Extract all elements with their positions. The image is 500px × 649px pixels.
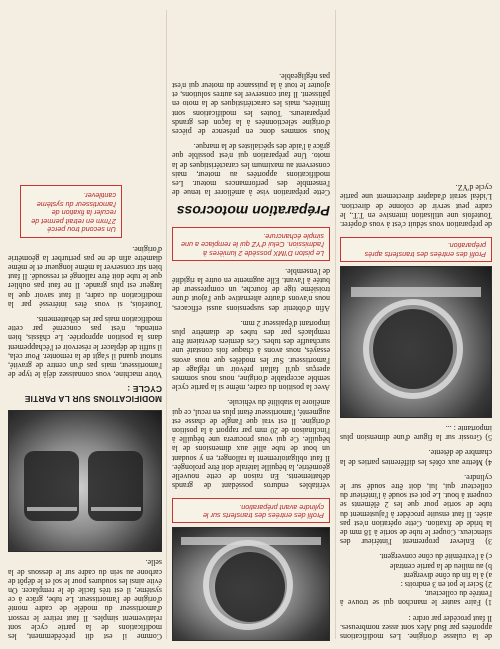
paragraph: de préparation vous séduit c'est à vous d'opérer. Toutefois une utilisation intensive en T.T., le cadre peut servir de colonne de direction. L'idéal serait d'adapter directement une partie cycle d'YZ. — [338, 183, 492, 229]
column-divider — [166, 10, 167, 639]
paragraph: 1) Faire sauter le manchon qui se trouve à l'entrée du collecteur, 2) Scier le pot en 3 endroits : a) à la fin du cône divergent b) au milieu de la partie centrale c) à l'extrémité du cône convergent. — [340, 552, 492, 608]
paragraph: Cette préparation vise à améliorer la tenue de l'ensemble des performances moteur. Les modifications apportées au moteur, mais conservent au maximum les caractéristiques de la moto. Une préparation qui n'est possible que grâce à l'aide des spécialistes de la marque. — [170, 142, 330, 198]
paragraph: Avec la position du cadre, même si la partie cycle semble acceptable d'origine, nous nous sommes aperçus qu'il fallait prévoir un réglage de l'amortisseur. Sur les modèles que nous avons essayés, nous avons à chaque fois constaté une surchauffe des tubes. Ces derniers devraient être remplacés par des tubes de diamètre plus important d'épaisseur 2 mm. — [170, 318, 330, 393]
paragraph: Comme il est dit précédemment, les modifications de la partie cycle sont relativement simples. Il faut retirer le ressort d'amortisseur du modèle de cadre monté d'origine de l'amortisseur. Le tube, grâce à ce système, il est très facile de le remplacer. On évite ainsi les soudures pour le sol et le dépôt de carbone au sein du cadre sur le dessous de la selle. — [6, 558, 162, 641]
section-heading: MODIFICATIONS SUR LA PARTIE CYCLE : — [24, 384, 162, 405]
paragraph: 4) Mettre aux côtés les différentes parties de la chambre de détente. — [338, 448, 492, 467]
paragraph: Afin d'obtenir des suspensions aussi efficaces, nous n'avons d'autre alternative que l'ajout d'une troisième tige de fourche, un compresseur de butée à l'avant. Elle augmente en outre la rigidité de l'ensemble. — [170, 266, 330, 313]
paragraph: 3) Enlever proprement l'intérieur des silencieux. Couper le tube de sortie à 18 mm de la bride de fixation. Cette opération n'est pas aisée. Il faut ensuite procéder à l'ajustement du tube de sortie pour que les 2 éléments se coupent à bout. Le pot est soudé à l'intérieur du collecteur qui, lui, doit être soudé sur le cylindre. — [338, 472, 492, 547]
paragraph: Nous sommes donc en présence de pièces d'origine sélectionnées à la façon des grands préparateurs. Toutes les modifications sont limitées, mais les caractéristiques de la moto en pâtissent. Il faut conserver les autres solutions, et ajouter le tout à la puissance du moteur qui n'est pas négligeable. — [170, 71, 330, 137]
photo-transfer-ports-before — [172, 527, 330, 641]
paragraph: 5) Grossir sur la figure d'une dimension plus importante : ... — [338, 423, 492, 443]
column-left — [340, 8, 492, 641]
sidebar-note: Un second trou percé 27mm en retrait permet de reculer la fixation de l'amortisseur du système cantilever. — [20, 185, 122, 238]
paragraph: de la culasse d'origine. Les modifications apportées par Bud Alex sont assez nombreuses. Il faut procéder par ordre : — [338, 613, 492, 641]
column-middle — [172, 8, 330, 641]
column-right — [8, 8, 162, 641]
photo-caption: Le piston D'IMX possède 2 lumières à l'admission. Celui d'YZ qui le remplace a une simple échancrure. — [172, 227, 330, 260]
column-divider — [335, 10, 336, 639]
paragraph: Votre machine, vous connaissez déjà le type de l'amortisseur, mais pas d'un centre de gravité, surtout quand il s'agit de la remonter. Pour cela, il suffit de déplacer le réservoir et l'échappement dans la position appropriée. Le châssis, bien entendu, n'est pas concerné par cette modification mais par les débattements. — [6, 314, 162, 380]
photo-caption: Profil des entrées des transferts sur le cylindre avant préparation. — [172, 498, 330, 523]
paragraph: véritables enduros possédant de grands débattements. En raison de cette nouvelle géométrie, la béquille latérale doit être prolongée. Il faut obligatoirement la rallonger, en y soudant un bout de tube allié aux dimensions de la béquille. Ce qui vous procurera une béquille à l'inclinaison de 20 mm par rapport à la position d'origine. Il est vrai que l'angle de chasse est augmenté, l'amortisseur étant plus en recul, ce qui améliore la stabilité du véhicule. — [170, 398, 330, 491]
photo-transfer-ports-after — [340, 266, 492, 418]
paragraph: Toutefois, si vous êtes intéressé par la modification du cadre, il faut savoir que la largeur est plus grande. Il ne faut pas oublier que le tube doit être rallongé et ressoudé. Il faut bien sûr conserver la même longueur et le même diamètre afin de ne pas perturber la géométrie d'origine. — [6, 244, 162, 309]
section-title: Préparation motocross — [176, 203, 330, 220]
photo-caption: Profil des entrées des transferts après préparation. — [340, 237, 492, 262]
photo-pistons — [8, 410, 162, 552]
